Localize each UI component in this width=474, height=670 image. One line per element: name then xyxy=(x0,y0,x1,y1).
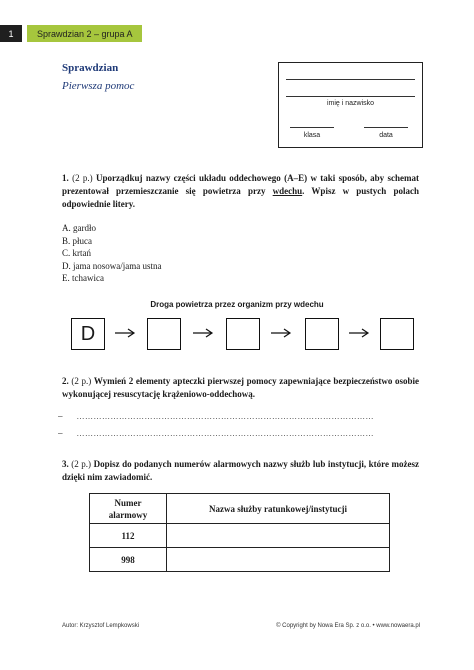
q1-underlined: wdechu xyxy=(272,186,303,196)
question-2 xyxy=(62,375,419,401)
q1-options xyxy=(62,222,161,285)
path-box-4[interactable] xyxy=(305,318,339,350)
page-title: Sprawdzian xyxy=(62,62,119,74)
q1-text-before: Uporządkuj nazwy części układu oddechowego (A–E) w taki sposób, aby schemat prezentował przemieszczanie się powietrza przy xyxy=(62,173,420,196)
answer-dots: …………………………………………………………………………………………… xyxy=(76,412,374,421)
col-service-header: Nazwa służby ratunkowej/instytucji xyxy=(167,494,390,524)
option-c: C. krtań xyxy=(62,248,91,258)
answer-cell[interactable] xyxy=(167,524,390,548)
answer-dots: …………………………………………………………………………………………… xyxy=(76,429,374,438)
q1-points: (2 p.) xyxy=(72,173,93,183)
class-line[interactable] xyxy=(290,127,334,128)
path-box-3[interactable] xyxy=(226,318,260,350)
name-label: imię i nazwisko xyxy=(326,100,375,107)
option-a: A. gardło xyxy=(62,223,96,233)
option-d: D. jama nosowa/jama ustna xyxy=(62,260,162,271)
number-cell: 112 xyxy=(90,524,167,548)
q3-text: Dopisz do podanych numerów alarmowych nazwy służb lub instytucji, które możesz dzięki nim zawiadomić. xyxy=(62,459,419,482)
q3-points: (2 p.) xyxy=(71,459,92,469)
arrow-icon xyxy=(114,327,136,339)
name-line-1 xyxy=(286,79,415,80)
dash: – xyxy=(58,411,63,421)
date-line[interactable] xyxy=(364,127,408,128)
footer-author: Autor: Krzysztof Lempkowski xyxy=(62,623,140,629)
answer-cell[interactable] xyxy=(167,548,390,572)
table-row xyxy=(90,524,390,548)
q1-number: 1. xyxy=(62,173,69,183)
emergency-numbers-table xyxy=(89,493,390,572)
table-header-row xyxy=(90,494,390,524)
dash: – xyxy=(58,428,63,438)
table-row xyxy=(90,548,390,572)
q2-text: Wymień 2 elementy apteczki pierwszej pomocy zapewniające bezpieczeństwo osobie wykonującej resuscytację krążeniowo-oddechową. xyxy=(62,376,420,399)
path-box-1[interactable]: D xyxy=(71,318,105,350)
col-number-line1: Numer xyxy=(114,497,142,508)
page-number: 1 xyxy=(0,25,22,42)
footer-copyright: © Copyright by Nowa Era Sp. z o.o. • www.nowaera.pl xyxy=(276,623,420,629)
arrow-icon xyxy=(192,327,214,339)
q2-number: 2. xyxy=(62,376,69,386)
option-e: E. tchawica xyxy=(62,273,104,283)
col-number-line2: alarmowy xyxy=(108,509,148,520)
diagram-title: Droga powietrza przez organizm przy wdechu xyxy=(150,300,324,309)
arrow-icon xyxy=(270,327,292,339)
arrow-icon xyxy=(348,327,370,339)
section-banner: Sprawdzian 2 – grupa A xyxy=(27,25,142,42)
q3-number: 3. xyxy=(62,459,69,469)
q2-answer-line-2[interactable] xyxy=(58,423,420,441)
q1-text-after: . Wpisz w pustych polach odpowiednie litery. xyxy=(62,186,419,209)
question-1 xyxy=(62,172,419,211)
student-info-box xyxy=(278,62,423,148)
name-line-2[interactable] xyxy=(286,96,415,97)
path-box-5[interactable] xyxy=(380,318,414,350)
col-number-header xyxy=(90,494,167,524)
number-cell: 998 xyxy=(90,548,167,572)
class-label: klasa xyxy=(303,132,321,139)
page-subtitle: Pierwsza pomoc xyxy=(62,80,135,92)
question-3 xyxy=(62,458,419,484)
date-label: data xyxy=(379,132,393,139)
q2-points: (2 p.) xyxy=(71,376,92,386)
q2-answer-line-1[interactable] xyxy=(58,406,420,424)
option-b: B. płuca xyxy=(62,235,92,246)
path-box-2[interactable] xyxy=(147,318,181,350)
